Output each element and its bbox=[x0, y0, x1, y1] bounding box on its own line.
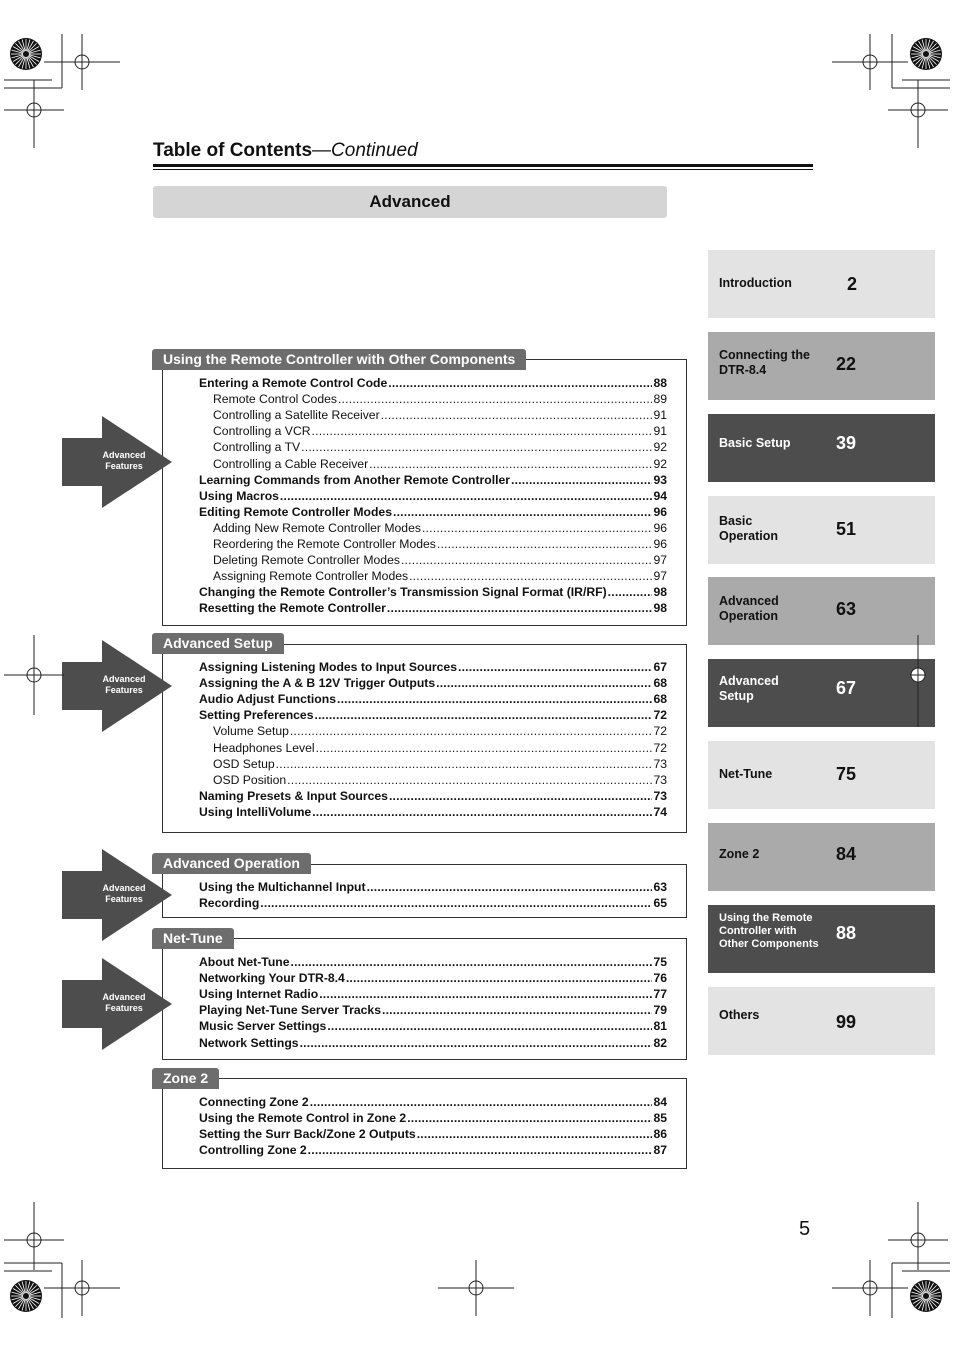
toc-entry-title: Using the Remote Control in Zone 2 bbox=[199, 1111, 407, 1126]
section-title-advanced-operation: Advanced Operation bbox=[152, 853, 311, 874]
nav-tab-label: Connecting the DTR-8.4 bbox=[719, 348, 810, 377]
nav-tab-label: Basic Operation bbox=[719, 514, 779, 543]
toc-entry-title: Assigning Listening Modes to Input Sources bbox=[199, 660, 457, 675]
toc-entry-title: Music Server Settings bbox=[199, 1019, 327, 1034]
toc-entry-title: Volume Setup bbox=[213, 724, 289, 739]
toc-entry-page: 73 bbox=[653, 756, 667, 771]
toc-entry-page: 85 bbox=[653, 1111, 667, 1126]
toc-entry-title: Adding New Remote Controller Modes bbox=[213, 520, 421, 535]
toc-entry-title: Playing Net-Tune Server Tracks bbox=[199, 1003, 381, 1018]
toc-entry-page: 76 bbox=[653, 971, 667, 986]
nav-tab-page-number: 88 bbox=[836, 923, 857, 943]
toc-entry-title: Editing Remote Controller Modes bbox=[199, 504, 392, 519]
toc-entry-title: About Net-Tune bbox=[199, 955, 290, 970]
toc-entry-title: Controlling a TV bbox=[213, 440, 301, 455]
nav-tab-page-number: 2 bbox=[847, 274, 858, 294]
title-main: Table of Contents bbox=[153, 140, 313, 161]
toc-entry-page: 86 bbox=[653, 1127, 667, 1142]
nav-tab-label: Introduction bbox=[719, 276, 792, 290]
chapter-banner: Advanced bbox=[153, 186, 667, 218]
toc-entry-title: Deleting Remote Controller Modes bbox=[213, 553, 400, 568]
toc-entry-title: Using the Multichannel Input bbox=[199, 880, 366, 895]
nav-tab-label: Zone 2 bbox=[719, 847, 760, 861]
toc-entry-page: 96 bbox=[653, 504, 667, 519]
section-title-zone-2: Zone 2 bbox=[152, 1068, 219, 1089]
toc-entry-title: Using Internet Radio bbox=[199, 987, 319, 1002]
toc-entry-title: Networking Your DTR-8.4 bbox=[199, 971, 345, 986]
toc-entry-page: 73 bbox=[653, 788, 667, 803]
toc-entry-page: 97 bbox=[653, 553, 667, 568]
toc-entry-title: Headphones Level bbox=[213, 740, 315, 755]
toc-entry-page: 82 bbox=[653, 1035, 667, 1050]
toc-entry-page: 67 bbox=[653, 660, 667, 675]
toc-entry-page: 74 bbox=[653, 804, 667, 819]
toc-entry-title: Network Settings bbox=[199, 1035, 299, 1050]
toc-entry-page: 98 bbox=[653, 585, 667, 600]
nav-tab-page-number: 99 bbox=[836, 1012, 857, 1032]
section-title-net-tune: Net-Tune bbox=[152, 928, 234, 949]
toc-entry-title: Using IntelliVolume bbox=[199, 804, 312, 819]
toc-entry-page: 77 bbox=[653, 987, 667, 1002]
toc-entry-title: Controlling Zone 2 bbox=[199, 1143, 307, 1158]
nav-tab-page-number: 51 bbox=[836, 519, 857, 539]
toc-entry-title: Learning Commands from Another Remote Controller bbox=[199, 472, 511, 487]
toc-entry-page: 81 bbox=[653, 1019, 667, 1034]
toc-entry-page: 73 bbox=[653, 772, 667, 787]
toc-entry-page: 79 bbox=[653, 1003, 667, 1018]
nav-tab-label: Others bbox=[719, 1008, 760, 1022]
toc-entry-page: 68 bbox=[653, 692, 667, 707]
toc-entry-title: Controlling a Satellite Receiver bbox=[213, 408, 380, 423]
nav-tab-label: Advanced Setup bbox=[719, 674, 779, 703]
toc-entry-page: 98 bbox=[653, 601, 667, 616]
toc-entry-page: 92 bbox=[653, 456, 667, 471]
toc-entry-page: 93 bbox=[653, 472, 667, 487]
toc-entry-title: Reordering the Remote Controller Modes bbox=[213, 537, 436, 552]
toc-entry-page: 96 bbox=[653, 520, 667, 535]
toc-entry-title: Entering a Remote Control Code bbox=[199, 376, 388, 391]
nav-tab-page-number: 67 bbox=[836, 678, 857, 698]
nav-tab-label: Advanced Operation bbox=[719, 594, 779, 623]
nav-tab-page-number: 75 bbox=[836, 764, 857, 784]
nav-tab-page-number: 63 bbox=[836, 599, 857, 619]
nav-tab-label: Basic Setup bbox=[719, 436, 791, 450]
title-continued: —Continued bbox=[312, 140, 418, 161]
nav-tab-page-number: 22 bbox=[836, 354, 857, 374]
toc-entry-title: Audio Adjust Functions bbox=[199, 692, 336, 707]
arrow-label: Advanced Features bbox=[102, 992, 146, 1013]
toc-entry-title: Connecting Zone 2 bbox=[199, 1095, 309, 1110]
toc-entry-page: 91 bbox=[653, 424, 667, 439]
toc-entry-page: 92 bbox=[653, 440, 667, 455]
section-title-remote-controller: Using the Remote Controller with Other Components bbox=[152, 349, 526, 370]
toc-entry-title: Remote Control Codes bbox=[213, 392, 337, 407]
toc-entry-title: Controlling a VCR bbox=[213, 424, 311, 439]
toc-entry-title: OSD Position bbox=[213, 772, 287, 787]
toc-entry-page: 88 bbox=[653, 376, 667, 391]
page-number: 5 bbox=[799, 1218, 811, 1240]
toc-entry-title: Setting the Surr Back/Zone 2 Outputs bbox=[199, 1127, 416, 1142]
toc-entry-page: 84 bbox=[653, 1095, 667, 1110]
toc-entry-page: 72 bbox=[653, 724, 667, 739]
toc-entry-title: OSD Setup bbox=[213, 756, 275, 771]
toc-entry-page: 65 bbox=[653, 896, 667, 911]
toc-entry-page: 94 bbox=[653, 488, 667, 503]
toc-entry-page: 89 bbox=[653, 392, 667, 407]
toc-entry-title: Using Macros bbox=[199, 488, 279, 503]
nav-tab-label: Net-Tune bbox=[719, 767, 773, 781]
toc-entry-page: 63 bbox=[653, 880, 667, 895]
toc-entry-page: 96 bbox=[653, 537, 667, 552]
toc-entry-title: Recording bbox=[199, 896, 260, 911]
nav-tab-page-number: 39 bbox=[836, 433, 857, 453]
toc-entry-page: 72 bbox=[653, 740, 667, 755]
toc-entry-page: 91 bbox=[653, 408, 667, 423]
arrow-label: Advanced Features bbox=[102, 883, 146, 904]
nav-tab-label: Using the Remote Controller with Other Components bbox=[719, 912, 819, 950]
arrow-label: Advanced Features bbox=[102, 450, 146, 471]
toc-entry-page: 72 bbox=[653, 708, 667, 723]
toc-entry-title: Assigning the A & B 12V Trigger Outputs bbox=[199, 676, 436, 691]
section-title-advanced-setup: Advanced Setup bbox=[152, 633, 284, 654]
toc-entry-title: Assigning Remote Controller Modes bbox=[213, 569, 409, 584]
toc-entry-title: Changing the Remote Controller’s Transmission Signal Format (IR/RF) bbox=[199, 585, 607, 600]
toc-entry-title: Resetting the Remote Controller bbox=[199, 601, 386, 616]
toc-entry-title: Naming Presets & Input Sources bbox=[199, 788, 388, 803]
toc-entry-page: 75 bbox=[653, 955, 667, 970]
toc-entry-page: 68 bbox=[653, 676, 667, 691]
nav-tab-page-number: 84 bbox=[836, 844, 857, 864]
toc-entry-page: 97 bbox=[653, 569, 667, 584]
arrow-label: Advanced Features bbox=[102, 674, 146, 695]
toc-entry-title: Controlling a Cable Receiver bbox=[213, 456, 369, 471]
toc-entry-title: Setting Preferences bbox=[199, 708, 314, 723]
toc-entry-page: 87 bbox=[653, 1143, 667, 1158]
